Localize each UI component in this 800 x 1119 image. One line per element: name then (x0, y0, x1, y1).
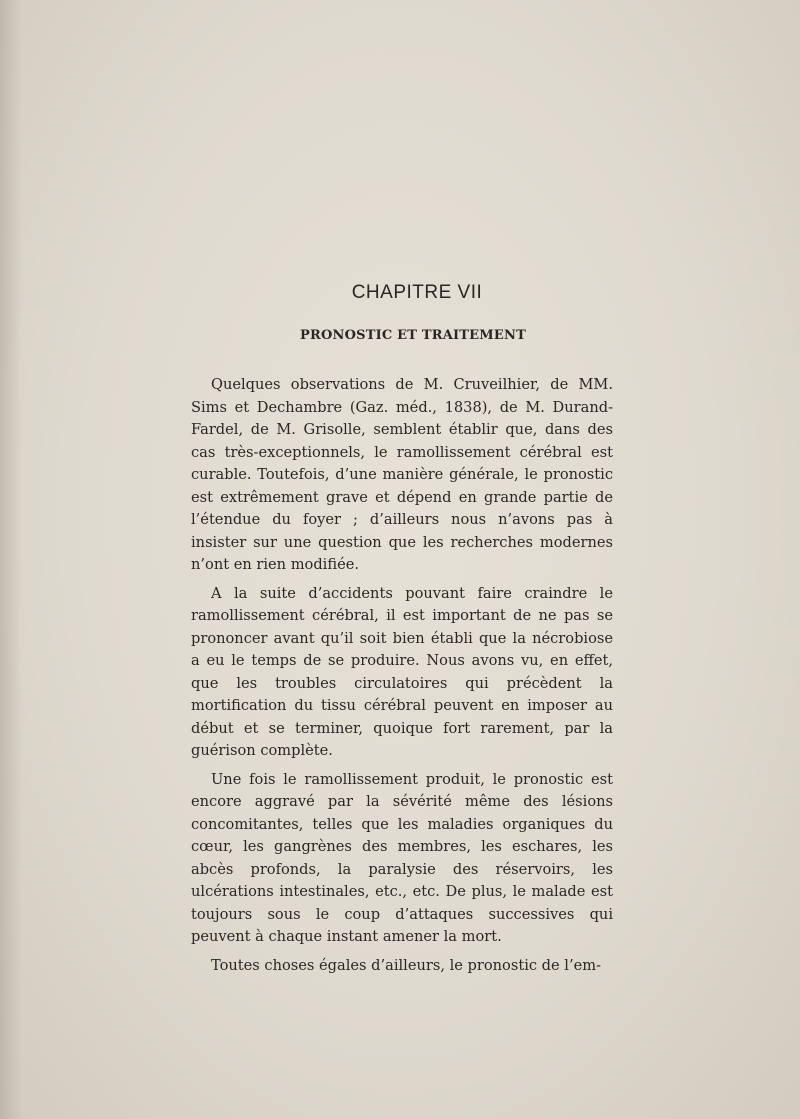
paragraph: Quelques observations de M. Cruveilhier, de MM. Sims et Dechambre (Gaz. méd., 1838), de M. Durand-Fardel, de M. Grisolle, semblent établir que, dans des cas très-exceptionnels, le ramollissement cérébral est curable. Toutefois, d’une manière générale, le pronostic est extrêmement grave et dépend en grande partie de l’étendue du foyer ; d’ailleurs nous n’avons pas à insister sur une question que les recherches modernes n’ont en rien modifiée. (191, 376, 613, 573)
text-block (191, 278, 613, 977)
paragraph: Une fois le ramollissement produit, le pronostic est encore aggravé par la sévérité même des lésions concomitantes, telles que les maladies organiques du cœur, les gangrènes des membres, les eschares, les abcès profonds, la paralysie des réservoirs, les ulcérations intestinales, etc., etc. De plus, le malade est toujours sous le coup d’attaques successives qui peuvent à chaque instant amener la mort. (191, 770, 613, 945)
page-fold-shadow (0, 0, 22, 1119)
paragraph: Toutes choses égales d’ailleurs, le pronostic de l’em- (211, 956, 601, 974)
chapter-number: CHAPITRE VII (351, 282, 483, 303)
paragraph: A la suite d’accidents pouvant faire craindre le ramollissement cérébral, il est important de ne pas se prononcer avant qu’il soit bien établi que la nécrobiose a eu le temps de se produire. Nous avons vu, en effet, que les troubles circulatoires qui précèdent la mortification du tissu cérébral peuvent en imposer au début et se terminer, quoique fort rarement, par la guérison complète. (191, 584, 613, 759)
chapter-title: PRONOSTIC ET TRAITEMENT (300, 328, 526, 343)
body-text (191, 374, 613, 977)
